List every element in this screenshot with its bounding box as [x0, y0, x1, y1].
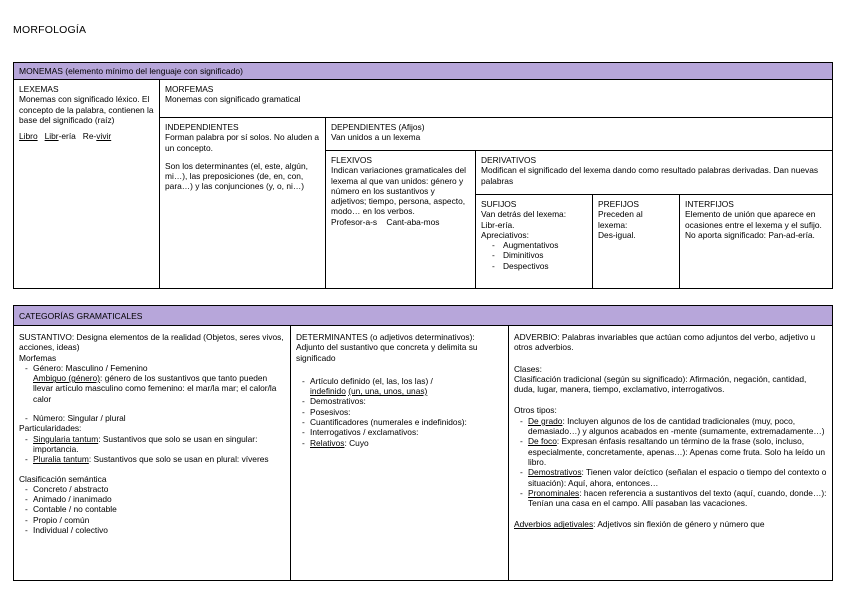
independientes-desc2: Son los determinantes (el, este, algún, mi…), las preposiciones (de, en, con, para…) y las conjunciones (y, o, ni…): [165, 160, 308, 192]
derivativos-title: DERIVATIVOS: [481, 155, 537, 165]
sustantivo-numero-list: [19, 413, 285, 423]
list-item: - Concreto / abstracto: [19, 484, 285, 494]
list-item: [514, 416, 827, 437]
pronominales-text: : hacen referencia a sustantivos del texto (aquí, cuando, donde…): Tenían una casa en el campo. Allí pasaban las vacaciones.: [528, 487, 827, 509]
sufijos-list: [481, 240, 587, 271]
sufijos-desc: Van detrás del lexema:: [481, 209, 567, 220]
determinantes-cell: [290, 326, 508, 580]
page-title: MORFOLOGÍA: [13, 24, 87, 36]
demostrativos-text: : Tienen valor deíctico (señalan el espacio o tiempo del contexto o situación): Aquí, ahora, entonces…: [528, 467, 827, 488]
pluralia-text: : Sustantivos que solo se usan en plural: víveres: [88, 454, 269, 465]
list-item: - Individual / colectivo: [19, 525, 285, 535]
determinantes-intro: DETERMINANTES (o adjetivos determinativos): Adjunto del sustantivo que concreta y delimita su significado: [296, 332, 478, 363]
adverbio-otros-list: [514, 416, 827, 509]
flexivos-title: FLEXIVOS: [331, 155, 372, 165]
prefijos-title: PREFIJOS: [598, 199, 639, 209]
derivativos-cell: [475, 150, 832, 194]
list-item: - Interrogativos / exclamativos:: [296, 427, 503, 437]
sustantivo-clasificacion: Clasificación semántica: [19, 473, 107, 484]
sustantivo-genero-list: [19, 363, 285, 404]
sustantivo-cell: [14, 326, 290, 580]
list-item: - Propio / común: [19, 515, 285, 525]
foco-text: : Expresan énfasis resaltando un término de la frase (solo, incluso, especialmente, concretamente, apenas…): Apenas come fruta. Solo ha leído un libro.: [528, 436, 826, 467]
sustantivo-particularidades: Particularidades:: [19, 423, 82, 434]
independientes-desc: Forman palabra por sí solos. No aluden a un concepto.: [165, 132, 320, 153]
sufijos-title: SUFIJOS: [481, 199, 517, 209]
flexivos-examples: [331, 217, 470, 227]
flexivos-example-1: Profesor-a-s: [331, 216, 378, 227]
relativos-label: Relativos: [310, 437, 345, 448]
pluralia-label: Pluralia tantum: [33, 454, 89, 465]
list-item: [19, 454, 285, 464]
adverbio-clases: Clases:: [514, 363, 542, 374]
lexema-example-eria: -ería: [58, 131, 76, 142]
ambiguo-text: : género de los sustantivos que tanto pueden llevar artículo masculino como femenino: el mar/la mar; el calor/la calor: [33, 373, 277, 404]
morfemas-desc: Monemas con significado gramatical: [165, 94, 301, 105]
grado-text: : Incluyen algunos de los de cantidad tradicionales (muy, poco, demasiado…) y algunos acabados en -mente (sumamente, extremadamente…): [528, 415, 825, 437]
categorias-header: CATEGORÍAS GRAMATICALES: [14, 306, 832, 326]
foco-label: De foco: [528, 436, 557, 447]
independientes-cell: [159, 117, 325, 288]
singularia-label: Singularia tantum: [33, 433, 99, 444]
lexema-example-re: Re-: [82, 131, 97, 142]
list-item: - Augmentativos: [481, 240, 587, 250]
relativos-text: : Cuyo: [344, 437, 369, 448]
interfijos-cell: [679, 194, 832, 288]
determinantes-articulo: Artículo definido (el, las, los las) /: [310, 375, 433, 386]
singularia-text: : Sustantivos que solo se usan en singular: importancia.: [33, 433, 258, 454]
morfemas-title: MORFEMAS: [165, 84, 214, 94]
ambiguo-label: Ambiguo (género): [33, 373, 101, 384]
flexivos-example-2: Cant-aba-mos: [386, 216, 440, 227]
flexivos-desc: Indican variaciones gramaticales del lexema al que van unidos: género y número en los sustantivos y adjetivos; tiempo, persona, aspecto, modo… en los verbos.: [331, 165, 467, 217]
flexivos-cell: [325, 150, 475, 288]
adverbio-cell: [508, 326, 832, 580]
list-item: [296, 376, 503, 397]
pronominales-label: Pronominales: [528, 487, 580, 498]
list-item: - Contable / no contable: [19, 504, 285, 514]
sufijos-example: Libr-ería.: [481, 219, 515, 230]
grado-label: De grado: [528, 415, 563, 426]
lexemas-desc: Monemas con significado léxico. El concepto de la palabra, contienen la base del significado (raíz): [19, 94, 154, 125]
interfijos-title: INTERFIJOS: [685, 199, 734, 209]
adverbio-tradicional: Clasificación tradicional (según su significado): Afirmación, negación, cantidad, duda, lugar, manera, tiempo, exclamativo, interrogativos.: [514, 373, 807, 395]
list-item: - Demostrativos:: [296, 396, 503, 406]
monemas-table: [13, 62, 833, 289]
sustantivo-morfemas: Morfemas: [19, 352, 57, 363]
list-item: - Diminitivos: [481, 250, 587, 260]
demostrativos-label: Demostrativos: [528, 467, 582, 478]
determinantes-indefinido-ej: (un, una, unos, unas): [348, 386, 428, 397]
adverbio-intro: ADVERBIO: Palabras invariables que actúan como adjuntos del verbo, adjetivo u otros adverbios.: [514, 332, 816, 353]
interfijos-desc: Elemento de unión que aparece en ocasiones entre el lexema y el sufijo. No aporta significado: Pan-ad-ería.: [685, 209, 822, 240]
independientes-title: INDEPENDIENTES: [165, 122, 239, 132]
sufijos-apreciativos: Apreciativos:: [481, 229, 529, 240]
sustantivo-intro: SUSTANTIVO: Designa elementos de la realidad (Objetos, seres vivos, acciones, ideas): [19, 332, 284, 353]
sustantivo-genero: Género: Masculino / Femenino: [33, 362, 148, 373]
derivativos-desc: Modifican el significado del lexema dando como resultado palabras derivadas. Dan nuevas palabras: [481, 165, 819, 186]
dependientes-desc: Van unidos a un lexema: [331, 132, 421, 143]
lexema-example-libr: Libr: [44, 131, 59, 142]
sustantivo-clases-list: [19, 484, 285, 535]
dependientes-title: DEPENDIENTES (Afijos): [331, 122, 425, 132]
lexemas-title: LEXEMAS: [19, 84, 59, 94]
dependientes-cell: [325, 117, 832, 150]
list-item: [514, 488, 827, 509]
list-item: [19, 363, 285, 404]
lexema-example-vivir: vivir: [96, 131, 112, 142]
list-item: [514, 436, 827, 467]
adverbio-otros: Otros tipos:: [514, 405, 557, 416]
adjetivales-text: : Adjetivos sin flexión de género y número que: [593, 519, 765, 530]
list-item: [19, 434, 285, 455]
list-item: - Despectivos: [481, 261, 587, 271]
sustantivo-particularidades-list: [19, 434, 285, 465]
list-item: - Animado / inanimado: [19, 494, 285, 504]
list-item: - Posesivos:: [296, 407, 503, 417]
adverbio-adjetivales: [514, 519, 827, 529]
prefijos-example: Des-igual.: [598, 229, 636, 240]
list-item: - Número: Singular / plural: [19, 413, 285, 423]
sufijos-cell: [475, 194, 592, 288]
adjetivales-label: Adverbios adjetivales: [514, 519, 594, 530]
list-item: - Cuantificadores (numerales e indefinidos):: [296, 417, 503, 427]
prefijos-desc: Preceden al lexema:: [598, 209, 643, 230]
lexema-example-libro: Libro: [19, 131, 38, 142]
lexemas-examples: [19, 131, 154, 141]
lexemas-cell: [14, 80, 159, 288]
categorias-table: [13, 305, 833, 581]
list-item: [296, 438, 503, 448]
morfemas-cell: [159, 80, 832, 117]
determinantes-list: [296, 376, 503, 448]
determinantes-indefinido: indefinido: [310, 386, 346, 397]
monemas-header: MONEMAS (elemento mínimo del lenguaje con significado): [14, 63, 832, 80]
prefijos-cell: [592, 194, 679, 288]
list-item: [514, 467, 827, 488]
